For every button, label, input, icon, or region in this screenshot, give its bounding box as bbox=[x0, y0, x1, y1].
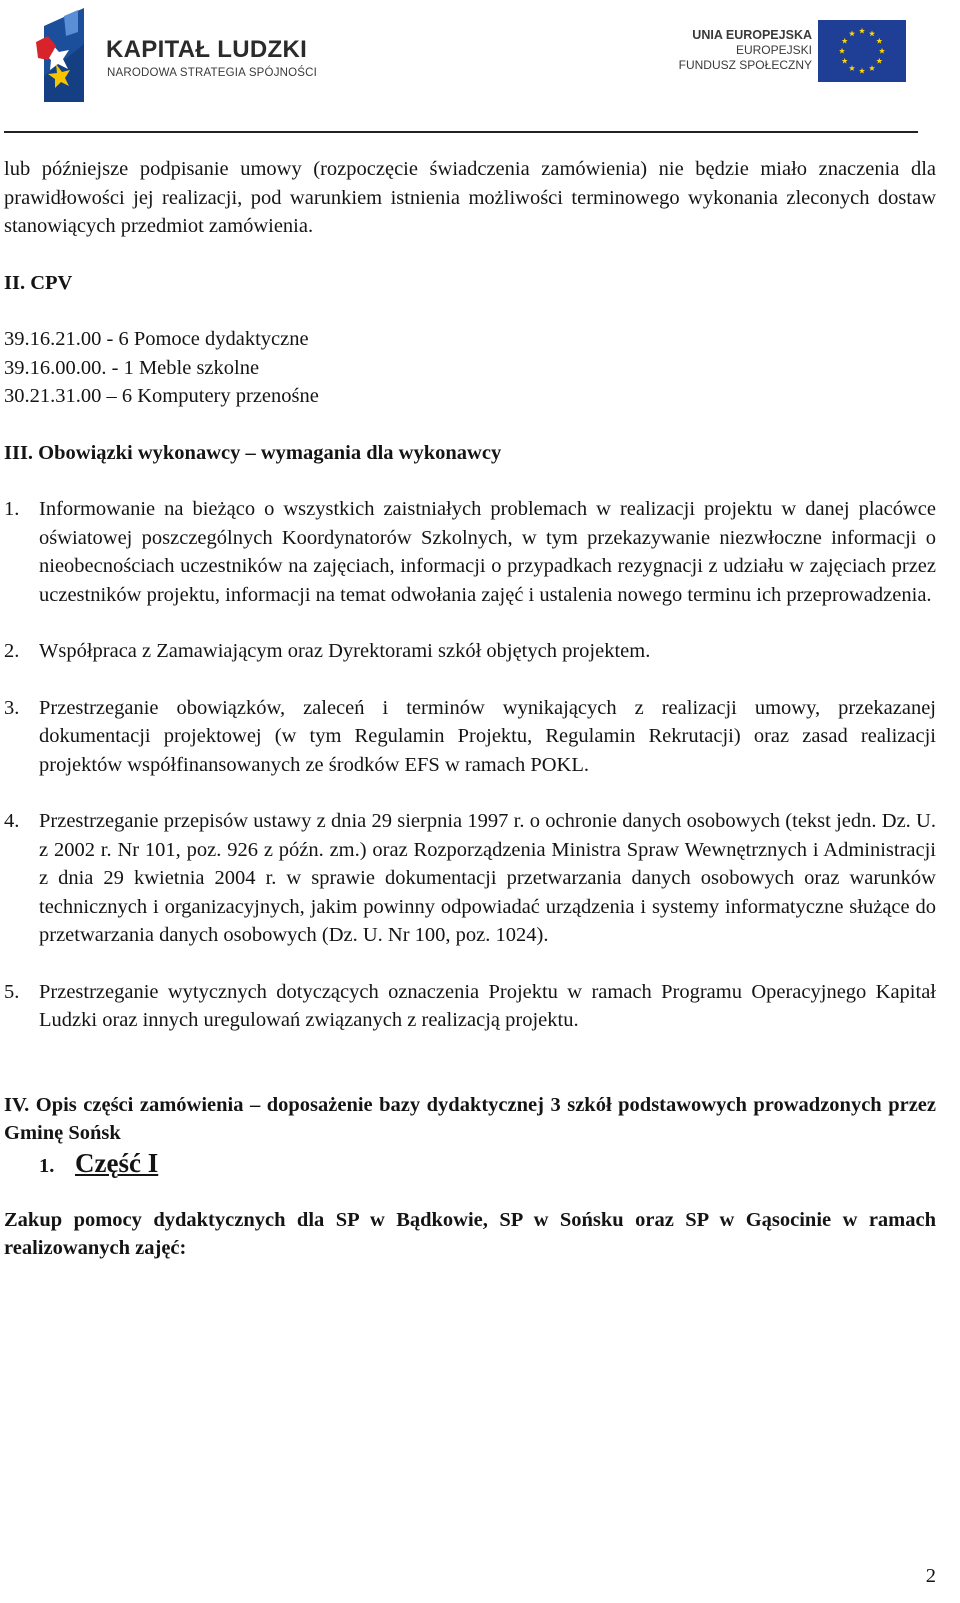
list-item-number: 3. bbox=[4, 696, 20, 719]
list-item bbox=[4, 495, 936, 609]
list-item bbox=[4, 978, 936, 1035]
list-item-number: 4. bbox=[4, 810, 20, 832]
list-item-number: 2. bbox=[4, 640, 20, 662]
kapital-ludzki-emblem-icon bbox=[26, 6, 110, 102]
list-item-text: Przestrzeganie wytycznych dotyczących oznaczenia Projektu w ramach Programu Operacyjnego Kapitał Ludzki oraz innych uregulowań związanych z realizacją projektu. bbox=[39, 980, 936, 1031]
list-item bbox=[4, 807, 936, 950]
eu-logo-text bbox=[679, 28, 812, 73]
cpv-line: 30.21.31.00 – 6 Komputery przenośne bbox=[4, 385, 319, 407]
eu-line-1: UNIA EUROPEJSKA bbox=[692, 28, 812, 42]
eu-logo bbox=[640, 20, 920, 88]
header-divider bbox=[4, 131, 918, 133]
eu-line-3: FUNDUSZ SPOŁECZNY bbox=[678, 58, 812, 72]
list-item-text: Informowanie na bieżąco o wszystkich zaistniałych problemach w realizacji projektu w danej placówce oświatowej poszczególnych Koordynatorów Szkolnych, w tym przekazywanie niezwłoczne informacji o nieobecnościach uczestników na zajęciach, informacji o przypadkach rezygnacji z udziału w zajęciach przez uczestników projektu, informacji na temat odwołania zajęć i ustalenia nowego terminu ich przeprowadzenia. bbox=[39, 498, 936, 606]
page-number: 2 bbox=[925, 1565, 936, 1587]
kapital-ludzki-title: KAPITAŁ LUDZKI bbox=[106, 36, 308, 63]
list-item-number: 1. bbox=[4, 498, 20, 520]
part-heading bbox=[4, 1148, 936, 1206]
part-subheading: Zakup pomocy dydaktycznych dla SP w Bądkowie, SP w Sońsku oraz SP w Gąsocinie w ramach realizowanych zajęć: bbox=[4, 1208, 936, 1259]
kapital-ludzki-logo bbox=[26, 6, 326, 102]
list-item-text: Współpraca z Zamawiającym oraz Dyrektorami szkół objętych projektem. bbox=[39, 640, 651, 662]
cpv-line: 39.16.21.00 - 6 Pomoce dydaktyczne bbox=[4, 328, 309, 350]
document-body bbox=[4, 155, 936, 1263]
section-3-heading: III. Obowiązki wykonawcy – wymagania dla wykonawcy bbox=[4, 441, 502, 464]
page-header bbox=[0, 0, 960, 140]
list-item-text: Przestrzeganie obowiązków, zaleceń i terminów wynikających z realizacji umowy, przekazanej dokumentacji projektowej (w tym Regulamin Projektu, Regulamin Rekrutacji) oraz zasad realizacji projektów współfinansowanych ze środków EFS w ramach POKL. bbox=[39, 696, 936, 776]
part-title: Część I bbox=[75, 1147, 159, 1178]
eu-line-2: EUROPEJSKI bbox=[735, 43, 812, 57]
kapital-ludzki-subtitle: NARODOWA STRATEGIA SPÓJNOŚCI bbox=[107, 67, 318, 79]
list-item-number: 5. bbox=[4, 980, 20, 1003]
section-4-heading: IV. Opis części zamówienia – doposażenie bazy dydaktycznej 3 szkół podstawowych prowadzonych przez Gminę Sońsk bbox=[4, 1093, 936, 1144]
list-item-text: Przestrzeganie przepisów ustawy z dnia 29 sierpnia 1997 r. o ochronie danych osobowych (tekst jedn. Dz. U. z 2002 r. Nr 101, poz. 926 z późn. zm.) oraz Rozporządzenia Ministra Spraw Wewnętrznych i Administracji z dnia 29 kwietnia 2004 r. w sprawie dokumentacji przetwarzania danych osobowych oraz warunków technicznych i organizacyjnych, jakim powinny odpowiadać urządzenia i systemy informatyczne służące do przetwarzania danych osobowych (Dz. U. Nr 100, poz. 1024). bbox=[39, 810, 936, 946]
list-item bbox=[4, 694, 936, 780]
section-2-heading: II. CPV bbox=[4, 271, 73, 294]
cpv-line: 39.16.00.00. - 1 Meble szkolne bbox=[4, 356, 260, 379]
list-item bbox=[4, 637, 936, 666]
eu-flag-icon bbox=[818, 20, 906, 82]
intro-paragraph: lub późniejsze podpisanie umowy (rozpoczęcie świadczenia zamówienia) nie będzie miało znaczenia dla prawidłowości jej realizacji, pod warunkiem istnienia możliwości terminowego wykonania zleconych dostaw stanowiących przedmiot zamówienia. bbox=[4, 158, 936, 237]
part-number: 1. bbox=[39, 1154, 55, 1177]
